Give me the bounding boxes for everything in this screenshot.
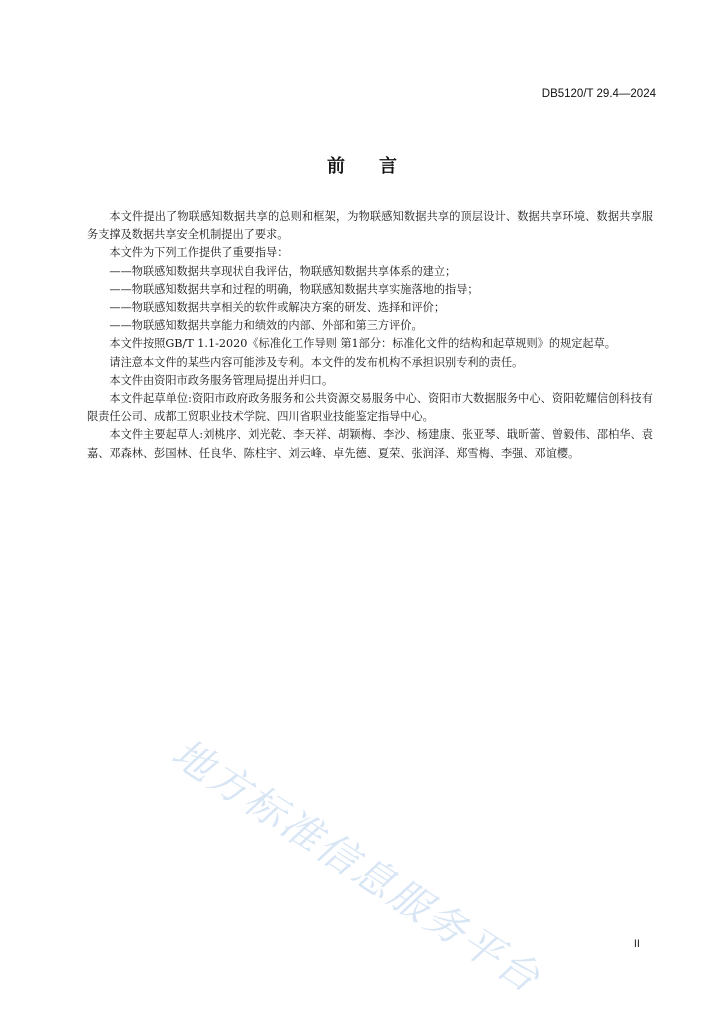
paragraph-drafting-units: 本文件起草单位:资阳市政府政务服务和公共资源交易服务中心、资阳市大数据服务中心、资阳乾耀信创科技有限责任公司、成都工贸职业技术学院、四川省职业技能鉴定指导中心。 — [87, 392, 653, 424]
watermark-text: 地方标准信息服务平台 — [163, 730, 550, 1003]
paragraph-proposer: 本文件由资阳市政务服务管理局提出并归口。 — [109, 373, 334, 387]
page-number: II — [633, 938, 640, 950]
paragraph-drafting-rules: 本文件按照GB/T 1.1-2020《标准化工作导则 第1部分：标准化文件的结构和起草规则》的规定起草。 — [109, 337, 616, 351]
paragraph-guidance: 本文件为下列工作提供了重要指导： — [109, 246, 289, 260]
list-item: ——物联感知数据共享能力和绩效的内部、外部和第三方评价。 — [109, 319, 423, 333]
paragraph-patent-notice: 请注意本文件的某些内容可能涉及专利。本文件的发布机构不承担识别专利的责任。 — [109, 355, 524, 369]
foreword-body — [87, 208, 653, 463]
section-title: 前言 — [327, 156, 431, 177]
list-item: ——物联感知数据共享现状自我评估，物联感知数据共享体系的建立； — [109, 264, 457, 278]
list-item: ——物联感知数据共享和过程的明确，物联感知数据共享实施落地的指导； — [109, 282, 479, 296]
list-item: ——物联感知数据共享相关的软件或解决方案的研发、选择和评价； — [109, 301, 446, 315]
paragraph-drafters: 本文件主要起草人:刘桃序、刘光乾、李天祥、胡颖梅、李沙、杨建康、张亚琴、戢昕蕾、曾毅伟、邵柏华、袁嘉、邓森林、彭国林、任良华、陈柱宇、刘云峰、卓先德、夏荣、张润泽、郑雪梅、李强、邓谊樱。 — [87, 428, 653, 460]
paragraph-intro: 本文件提出了物联感知数据共享的总则和框架，为物联感知数据共享的顶层设计、数据共享环境、数据共享服务支撑及数据共享安全机制提出了要求。 — [87, 210, 653, 242]
document-code: DB5120/T 29.4—2024 — [541, 88, 656, 100]
